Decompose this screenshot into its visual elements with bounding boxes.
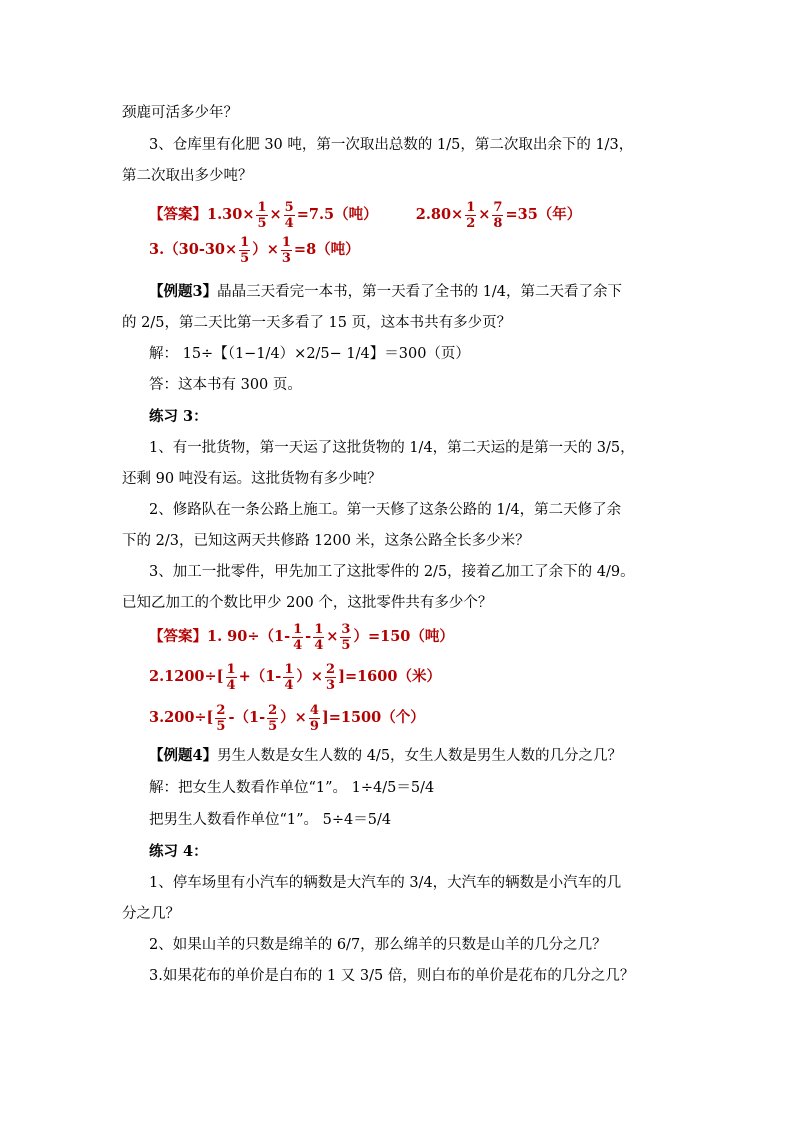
- answer-text: ）×: [280, 709, 307, 726]
- answer-text: 1.30×: [207, 206, 255, 223]
- fraction: $\frac{1}{2}$: [466, 199, 476, 231]
- answer-text: +（1-: [238, 668, 282, 685]
- answer-text: ）×: [252, 241, 279, 258]
- answer-text: ×: [326, 628, 339, 645]
- fraction: $\frac{1}{4}$: [314, 621, 324, 653]
- example-tag: 【例题3】: [149, 283, 218, 300]
- answer-text: -（1-: [228, 709, 266, 726]
- practice-3-q3: 3、加工一批零件，甲先加工了这批零件的 2/5，接着乙加工了余下的 4/9。: [149, 564, 635, 580]
- fraction: $\frac{1}{5}$: [240, 234, 250, 266]
- practice-3-q1: 1、有一批货物，第一天运了这批货物的 1/4，第二天运的是第一天的 3/5，: [149, 440, 635, 456]
- answer-line-1: [149, 199, 581, 231]
- fraction: $\frac{1}{4}$: [284, 661, 294, 693]
- practice-3-q3-cont: 已知乙加工的个数比甲少 200 个，这批零件共有多少个？: [122, 595, 493, 611]
- answer-text: =7.5（吨）: [296, 206, 378, 223]
- fraction: $\frac{1}{4}$: [226, 661, 236, 693]
- practice-4-q2: 2、如果山羊的只数是绵羊的 6/7，那么绵羊的只数是山羊的几分之几？: [149, 937, 607, 953]
- answer-text: 3.（30-30×: [149, 241, 238, 258]
- fraction: $\frac{3}{5}$: [341, 621, 351, 653]
- fraction: $\frac{4}{9}$: [309, 702, 319, 734]
- answer-text: ×: [269, 206, 282, 223]
- answer-line-4: [149, 661, 441, 693]
- fraction: $\frac{1}{4}$: [293, 621, 303, 653]
- answer-text: ×: [478, 206, 491, 223]
- practice-4-q1-cont: 分之几？: [122, 906, 180, 922]
- practice-3-q2-cont: 下的 2/3，已知这两天共修路 1200 米，这条公路全长多少米？: [122, 533, 530, 549]
- practice-4-q1: 1、停车场里有小汽车的辆数是大汽车的 3/4，大汽车的辆数是小汽车的几: [149, 875, 622, 891]
- answer-text: =8（吨）: [293, 241, 360, 258]
- answer-text: 2.1200÷[: [149, 668, 224, 685]
- answer-text: ]=1600（米）: [338, 668, 441, 685]
- fraction: $\frac{7}{8}$: [493, 199, 503, 231]
- example-tag: 【例题4】: [149, 747, 218, 764]
- answer-3: 答：这本书有 300 页。: [149, 377, 302, 393]
- example-text: 晶晶三天看完一本书，第一天看了全书的 1/4，第二天看了余下: [217, 284, 623, 300]
- answer-line-5: [149, 702, 425, 734]
- practice-3-heading: 练习 3：: [149, 408, 208, 425]
- answer-line-3: [149, 621, 454, 653]
- fraction: $\frac{2}{3}$: [326, 661, 336, 693]
- answer-line-2: [149, 234, 360, 266]
- solution-4a: 解：把女生人数看作单位“1”。 1÷4/5＝5/4: [149, 780, 435, 796]
- question-3: 3、仓库里有化肥 30 吨，第一次取出总数的 1/5，第二次取出余下的 1/3，: [149, 137, 634, 153]
- fraction: $\frac{2}{5}$: [268, 702, 278, 734]
- solution-4b: 把男生人数看作单位“1”。 5÷4＝5/4: [149, 812, 392, 828]
- answer-text: ）×: [296, 668, 324, 685]
- answer-text: 1. 90÷（1-: [207, 628, 291, 645]
- fraction: $\frac{1}{5}$: [257, 199, 267, 231]
- practice-4-heading: 练习 4：: [149, 843, 208, 860]
- example-3-cont: 的 2/5，第二天比第一天多看了 15 页，这本书共有多少页？: [122, 315, 512, 331]
- question-3-cont: 第二次取出多少吨？: [122, 168, 253, 184]
- answer-text: ）=150（吨）: [353, 628, 454, 645]
- practice-3-q2: 2、修路队在一条公路上施工。第一天修了这条公路的 1/4，第二天修了余: [149, 502, 622, 518]
- fraction: $\frac{2}{5}$: [216, 702, 226, 734]
- example-text: 男生人数是女生人数的 4/5，女生人数是男生人数的几分之几？: [217, 748, 623, 764]
- example-3: [149, 282, 622, 302]
- answer-tag: 【答案】: [149, 206, 207, 223]
- answer-text: 2.80×: [415, 206, 464, 223]
- practice-3-q1-cont: 还剩 90 吨没有运。这批货物有多少吨？: [122, 471, 382, 487]
- fraction: $\frac{1}{3}$: [281, 234, 291, 266]
- example-4: [149, 746, 622, 766]
- text-line: 颈鹿可活多少年？: [122, 105, 238, 121]
- solution-3: 解： 15÷【（1−1/4）×2/5− 1/4】＝300（页）: [149, 346, 470, 362]
- answer-text: =35（年）: [505, 206, 582, 223]
- practice-4-q3: 3.如果花布的单价是白布的 1 又 3/5 倍，则白布的单价是花布的几分之几？: [149, 968, 635, 984]
- answer-text: 3.200÷[: [149, 709, 214, 726]
- answer-text: ]=1500（个）: [321, 709, 425, 726]
- fraction: $\frac{5}{4}$: [284, 199, 294, 231]
- answer-tag: 【答案】: [149, 628, 207, 645]
- answer-text: -: [305, 628, 312, 645]
